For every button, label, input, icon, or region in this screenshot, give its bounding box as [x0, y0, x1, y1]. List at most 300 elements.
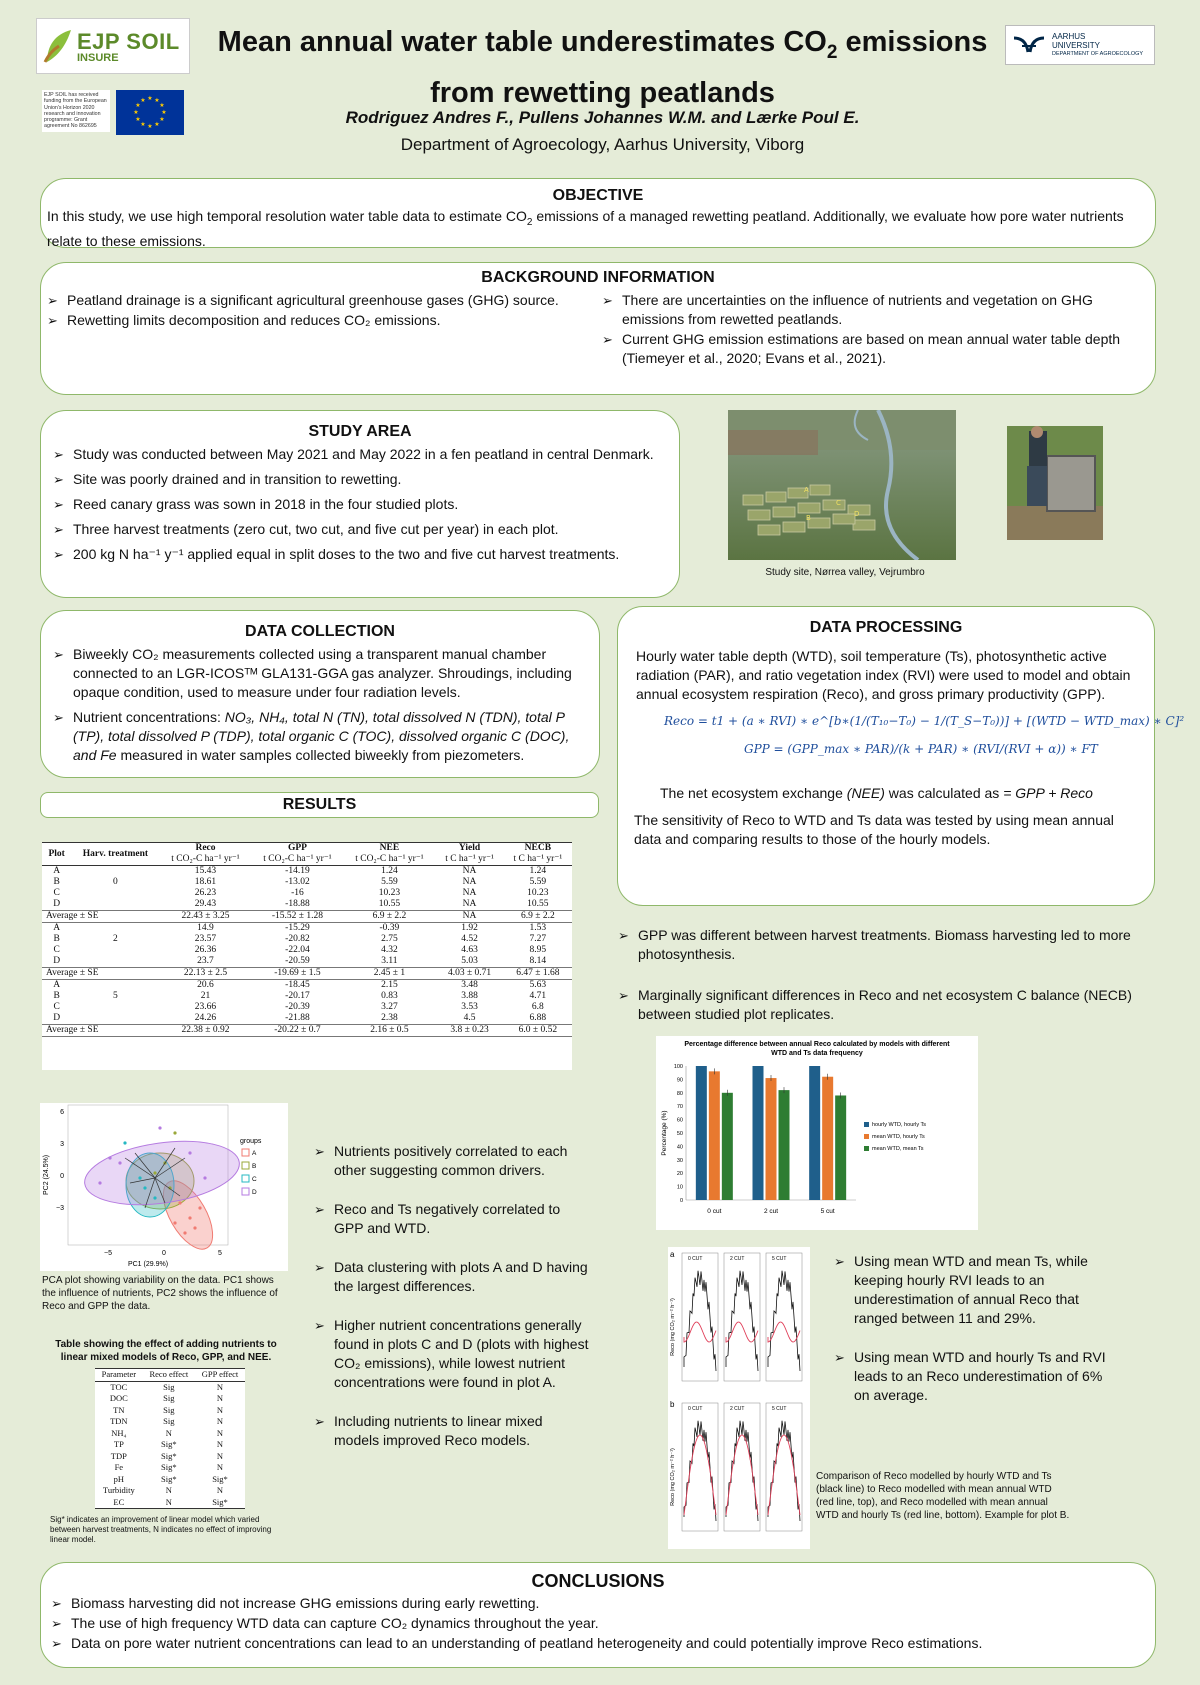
- mixed-model-table: [95, 1368, 245, 1509]
- svg-text:★: ★: [159, 116, 165, 123]
- table-cell: TDP: [110, 1450, 127, 1461]
- photo-label-c: C: [836, 499, 841, 507]
- aerial-site-image: [728, 410, 956, 560]
- results-header: [40, 792, 599, 818]
- table-cell: 2.16 ± 0.5: [343, 1025, 435, 1037]
- chamber-photo-image: [1007, 426, 1103, 540]
- legend-swatch: [242, 1149, 249, 1156]
- pca-point: [188, 1151, 191, 1154]
- svg-text:★: ★: [140, 121, 146, 128]
- table-cell: -15.52 ± 1.28: [251, 911, 343, 923]
- legend-label: D: [252, 1189, 257, 1196]
- list-item: ➢ Data on pore water nutrient concentrations can lead to an understanding of peatland heterogeneity and could potentially improve Reco estimations.: [51, 1634, 1147, 1653]
- pca-point: [173, 1221, 176, 1224]
- panel-frame: [766, 1403, 802, 1531]
- table-row: [95, 1474, 245, 1486]
- list-item: ➢ Site was poorly drained and in transition to rewetting.: [53, 470, 671, 489]
- background-left-list: [47, 291, 602, 369]
- data-processing-box: [617, 606, 1185, 906]
- pca-point: [118, 1161, 121, 1164]
- svg-text:★: ★: [133, 109, 139, 116]
- study-area-heading: STUDY AREA: [308, 423, 412, 440]
- panel-title: 2 CUT: [730, 1256, 745, 1262]
- table-cell: B: [53, 934, 60, 944]
- panel-frame: [724, 1403, 760, 1531]
- table-cell: 2.15: [381, 980, 398, 990]
- study-area-list: [41, 445, 679, 564]
- aarhus-line1: AARHUS: [1052, 32, 1086, 41]
- table-row: [95, 1381, 245, 1393]
- table-cell: Sig: [163, 1393, 175, 1403]
- background-heading: BACKGROUND INFORMATION: [481, 269, 715, 286]
- list-item: ➢ Data clustering with plots A and D having the largest differences.: [314, 1258, 589, 1296]
- table-cell: A: [53, 866, 61, 876]
- table-cell: [71, 956, 159, 968]
- conclusions-heading: CONCLUSIONS: [531, 1571, 665, 1591]
- ejp-logo-main: EJP SOIL: [77, 28, 180, 54]
- y-tick-label: 3: [60, 1141, 64, 1148]
- table-cell: 29.43: [194, 899, 217, 909]
- table-row: [42, 980, 572, 992]
- table-cell: 0.83: [381, 991, 398, 1001]
- table-cell: NA: [462, 899, 477, 909]
- table-cell: -20.82: [285, 934, 310, 944]
- leaf-icon: [43, 28, 73, 64]
- table-cell: 2.38: [381, 1013, 398, 1023]
- dc-item2-b: NO₃, NH₄, total N (TN), total dissolved N (TDN), total P (TP), total dissolved P (TDP), total organic C (TOC), dissolved organic C (DOC), and Fe: [73, 709, 570, 763]
- panel-title: 2 CUT: [730, 1406, 745, 1412]
- table-cell: 6.88: [529, 1013, 547, 1023]
- pca-point: [193, 1226, 196, 1229]
- table-cell: 5: [113, 991, 118, 1001]
- legend-label: B: [252, 1163, 257, 1170]
- table-unit-cell: t C ha⁻¹ yr⁻¹: [445, 854, 494, 864]
- list-item: ➢ Biweekly CO₂ measurements collected using a transparent manual chamber connected to an LGR-ICOSᵀᴹ GLA131-GGA gas analyzer. Shroudings, including opaque condition, used to measure under four radiation levels.: [53, 645, 591, 702]
- table-cell: N: [216, 1439, 224, 1449]
- equation-gpp: [744, 742, 1154, 756]
- dp-nee: [618, 784, 1154, 803]
- nee-d: = GPP + Reco: [1003, 785, 1093, 801]
- y-axis-label: Percentage (%): [661, 1110, 668, 1156]
- table-cell: 18.61: [194, 877, 217, 887]
- x-tick-label: 2 cut: [763, 1208, 779, 1215]
- eq-gpp-text: GPP = (GPP_max ∗ PAR)/(k + PAR) ∗ (RVI/(RVI + α)) ∗ FT: [744, 742, 1098, 756]
- table-cell: 5.59: [381, 877, 398, 887]
- bar: [753, 1066, 764, 1200]
- background-box: [40, 262, 1156, 395]
- table-cell: [71, 1013, 159, 1025]
- pca-svg: [40, 1103, 288, 1271]
- table-cell: 4.71: [529, 991, 547, 1001]
- chart-title-line2: WTD and Ts data frequency: [771, 1050, 863, 1057]
- table-row: [95, 1393, 245, 1405]
- table-header-cell: Harv. treatment: [82, 848, 149, 859]
- pca-point: [153, 1171, 156, 1174]
- bar: [696, 1066, 707, 1200]
- panel-frame: [682, 1253, 718, 1381]
- dp-para2: The sensitivity of Reco to WTD and Ts data was tested by using mean annual data and comparing results to those of the hourly models.: [634, 812, 1114, 847]
- table-cell: N: [216, 1381, 224, 1392]
- table-cell: [71, 899, 159, 911]
- table-cell: 3.8 ± 0.23: [435, 1025, 503, 1037]
- legend-label: A: [252, 1150, 257, 1157]
- table-cell: 26.23: [194, 888, 217, 898]
- table-cell: [71, 945, 159, 956]
- pca-point: [173, 1131, 176, 1134]
- title-line1: Mean annual water table underestimates CO: [217, 26, 827, 58]
- table-row: [95, 1451, 245, 1463]
- table-cell: N: [216, 1427, 224, 1438]
- list-item: ➢ Nutrients positively correlated to each other suggesting common drivers.: [314, 1142, 589, 1180]
- table-average-row: [42, 1025, 572, 1037]
- table-cell: 0: [113, 877, 118, 887]
- time-series-svg: [668, 1247, 810, 1549]
- conclusions-box: [40, 1562, 1156, 1668]
- table-unit-cell: t CO₂-C ha⁻¹ yr⁻¹: [171, 854, 240, 864]
- svg-text:★: ★: [161, 109, 167, 116]
- svg-text:★: ★: [135, 102, 141, 109]
- table-cell: 6.9 ± 2.2: [504, 911, 572, 923]
- table-cell: 22.43 ± 3.25: [160, 911, 252, 923]
- y-tick-label: 70: [676, 1104, 683, 1111]
- svg-text:★: ★: [140, 97, 146, 104]
- table-header-cell: NECB: [524, 843, 552, 853]
- list-item: ➢ GPP was different between harvest treatments. Biomass harvesting led to more photosynthesis.: [618, 926, 1158, 964]
- table-cell: A: [53, 923, 61, 933]
- table-row: [42, 934, 572, 945]
- table-cell: Turbidity: [102, 1485, 135, 1495]
- table-row: [42, 899, 572, 911]
- legend-swatch: [864, 1134, 869, 1139]
- table-cell: 6.8: [531, 1002, 544, 1012]
- y-tick-label: 90: [676, 1077, 683, 1084]
- table-row: [42, 866, 572, 878]
- table-cell: C: [53, 888, 60, 898]
- table-cell: Sig*: [212, 1473, 228, 1484]
- objective-text-b: emissions of a managed rewetting peatland. Additionally, we evaluate how pore water nutrients relate to these emissions.: [47, 208, 1124, 249]
- table-cell: [71, 980, 159, 992]
- table-cell: TDN: [110, 1416, 128, 1426]
- table-cell: N: [216, 1416, 224, 1426]
- equation-reco: [664, 714, 1185, 728]
- mixed-table-title: Table showing the effect of adding nutrients to linear mixed models of Reco, GPP, and NEE.: [55, 1339, 277, 1363]
- table-cell: 6.9 ± 2.2: [343, 911, 435, 923]
- objective-box: [40, 178, 1156, 248]
- table-cell: -19.69 ± 1.5: [251, 968, 343, 980]
- panel-label-b: b: [670, 1400, 675, 1409]
- table-cell: 2.75: [381, 934, 398, 944]
- y-tick-label: 10: [676, 1184, 683, 1191]
- pca-point: [138, 1176, 141, 1179]
- table-cell: Fe: [114, 1462, 124, 1472]
- table-cell: N: [216, 1393, 224, 1403]
- table-cell: 4.03 ± 0.71: [435, 968, 503, 980]
- table-cell: 23.7: [197, 956, 214, 966]
- pca-point: [123, 1141, 126, 1144]
- table-cell: N: [216, 1462, 224, 1472]
- pca-caption: PCA plot showing variability on the data. PC1 shows the influence of nutrients, PC2 shows the influence of Reco and GPP the data.: [42, 1275, 278, 1312]
- list-item: ➢ Higher nutrient concentrations generally found in plots C and D (plots with highest CO₂ emissions), while lowest nutrient concentrations were found in plot A.: [314, 1316, 589, 1392]
- table-cell: Average ± SE: [42, 1025, 160, 1037]
- results-right-list: [618, 926, 1158, 1030]
- y-tick-label: 20: [676, 1171, 683, 1178]
- table-cell: 5.03: [461, 956, 478, 966]
- photo-label-b: B: [806, 514, 811, 522]
- x-axis-label: PC1 (29.9%): [127, 1261, 169, 1268]
- x-tick-label: −5: [104, 1250, 112, 1257]
- table-cell: 4.52: [461, 934, 478, 944]
- table-cell: -22.04: [285, 945, 310, 955]
- table-cell: Sig: [163, 1404, 175, 1415]
- panel-frame: [724, 1253, 760, 1381]
- y-axis-label: Reco (mg CO₂ m⁻² h⁻¹): [670, 1448, 676, 1506]
- table-cell: -15.29: [285, 923, 310, 933]
- bar: [822, 1077, 833, 1200]
- list-item: ➢ Using mean WTD and hourly Ts and RVI leads to an Reco underestimation of 6% on average.: [834, 1348, 1106, 1405]
- aarhus-line2: UNIVERSITY: [1052, 41, 1101, 50]
- table-unit-cell: t CO₂-C ha⁻¹ yr⁻¹: [263, 854, 332, 864]
- table-cell: [71, 866, 159, 878]
- legend-label: hourly WTD, hourly Ts: [872, 1122, 926, 1128]
- y-tick-label: 50: [676, 1131, 683, 1137]
- table-cell: -0.39: [379, 923, 400, 933]
- table-cell: Sig: [163, 1416, 175, 1426]
- list-item: ➢ Three harvest treatments (zero cut, two cut, and five cut per year) in each plot.: [53, 520, 671, 539]
- table-cell: -13.02: [285, 877, 310, 887]
- list-item: ➢ Peatland drainage is a significant agricultural greenhouse gases (GHG) source.: [47, 291, 602, 310]
- list-item: ➢ Study was conducted between May 2021 and May 2022 in a fen peatland in central Denmark.: [53, 445, 671, 464]
- poster-title: [200, 22, 1005, 113]
- table-average-row: [42, 911, 572, 923]
- table-cell: 3.88: [461, 991, 478, 1001]
- table-cell: 5.59: [529, 877, 547, 887]
- table-cell: Average ± SE: [42, 911, 160, 923]
- y-tick-label: −3: [56, 1205, 64, 1212]
- table-cell: 22.38 ± 0.92: [160, 1025, 252, 1037]
- svg-text:★: ★: [147, 123, 153, 130]
- table-cell: 8.95: [529, 945, 547, 955]
- y-tick-label: 40: [676, 1144, 683, 1151]
- aarhus-line3: DEPARTMENT OF AGROECOLOGY: [1052, 51, 1144, 57]
- table-cell: 15.43: [194, 866, 217, 876]
- panel-title: 5 CUT: [772, 1406, 787, 1412]
- table-header-row: [42, 843, 572, 855]
- table-cell: 3.48: [461, 980, 478, 990]
- table-cell: Average ± SE: [42, 968, 160, 980]
- table-cell: 4.5: [463, 1013, 476, 1023]
- table-cell: 20.6: [197, 980, 214, 990]
- results-table-wrap: [42, 842, 572, 1070]
- table-cell: Sig*: [161, 1473, 177, 1484]
- table-row: [42, 1013, 572, 1025]
- table-header-cell: Reco: [195, 843, 216, 853]
- aarhus-seal-icon: [1012, 34, 1046, 56]
- table-cell: 10.55: [378, 899, 401, 909]
- table-cell: A: [53, 980, 61, 990]
- table-cell: [71, 888, 159, 899]
- data-collection-heading: DATA COLLECTION: [245, 623, 395, 640]
- x-tick-label: 0: [162, 1250, 166, 1257]
- legend-label: C: [252, 1176, 257, 1183]
- table-cell: D: [53, 899, 61, 909]
- legend-label: mean WTD, mean Ts: [872, 1146, 924, 1152]
- data-processing-heading: DATA PROCESSING: [809, 619, 963, 636]
- table-row: [42, 945, 572, 956]
- conclusions-list: [41, 1594, 1155, 1653]
- table-cell: 1.24: [381, 866, 398, 876]
- reco-bar-chart: [656, 1036, 978, 1230]
- pca-point: [158, 1126, 161, 1129]
- table-cell: -20.22 ± 0.7: [251, 1025, 343, 1037]
- table-cell: 8.14: [529, 956, 547, 966]
- data-collection-box: [40, 610, 600, 778]
- pca-point: [98, 1181, 101, 1184]
- table-cell: 3.11: [381, 956, 398, 966]
- pca-point: [178, 1201, 181, 1204]
- x-tick-label: 5: [218, 1250, 222, 1257]
- table-header-cell: NEE: [379, 843, 400, 853]
- results-heading: RESULTS: [282, 796, 357, 813]
- table-cell: 23.57: [194, 934, 217, 944]
- table-cell: 5.63: [529, 980, 547, 990]
- list-item: ➢ Including nutrients to linear mixed models improved Reco models.: [314, 1412, 589, 1450]
- photo-label-a: A: [804, 486, 809, 494]
- table-cell: N: [216, 1404, 224, 1415]
- ts-list: [834, 1252, 1106, 1411]
- mixed-table-wrap: [95, 1368, 245, 1509]
- table-cell: -21.88: [285, 1013, 310, 1023]
- y-axis-label: PC2 (24.5%): [43, 1154, 50, 1196]
- pca-point: [183, 1231, 186, 1234]
- svg-text:★: ★: [159, 102, 165, 109]
- table-cell: 10.23: [378, 888, 401, 898]
- list-item: ➢ Using mean WTD and mean Ts, while keeping hourly RVI leads to an underestimation of annual Reco that ranged between 11 and 29%.: [834, 1252, 1106, 1328]
- table-cell: 4.32: [381, 945, 398, 955]
- ejp-soil-logo: [36, 18, 190, 74]
- bar: [766, 1078, 777, 1200]
- table-cell: TP: [113, 1439, 124, 1449]
- table-cell: 21: [200, 991, 211, 1001]
- table-cell: 1.92: [461, 923, 478, 933]
- table-cell: pH: [113, 1473, 125, 1484]
- eq-reco-text: Reco = t1 + (a ∗ RVI) ∗ e^[b∗(1/(T₁₀−T₀) − 1/(T_S−T₀))] + [(WTD − WTD_max) ∗ C]²: [664, 714, 1185, 728]
- table-cell: TN: [113, 1404, 125, 1415]
- table-cell: 23.66: [194, 1002, 217, 1012]
- table-cell: -20.39: [285, 1002, 310, 1012]
- table-row: [42, 888, 572, 899]
- list-item: ➢ Biomass harvesting did not increase GHG emissions during early rewetting.: [51, 1594, 1147, 1613]
- table-unit-cell: t CO₂-C ha⁻¹ yr⁻¹: [355, 854, 424, 864]
- eu-flag: [116, 90, 184, 135]
- table-cell: 4.63: [461, 945, 478, 955]
- aarhus-logo: [1005, 25, 1155, 65]
- table-cell: N: [216, 1450, 224, 1461]
- table-cell: -16: [291, 888, 304, 898]
- y-tick-label: 100: [673, 1064, 683, 1070]
- table-cell: NA: [462, 888, 477, 898]
- table-header-row: [95, 1369, 245, 1382]
- bar: [709, 1071, 720, 1200]
- table-row: [95, 1485, 245, 1497]
- table-header-cell: Reco effect: [149, 1369, 189, 1379]
- panel-label-a: a: [670, 1250, 675, 1259]
- nee-c: was calculated as: [884, 785, 1004, 801]
- table-cell: D: [53, 956, 61, 966]
- pca-point: [198, 1206, 201, 1209]
- affiliation: Department of Agroecology, Aarhus University, Viborg: [400, 135, 805, 154]
- table-header-cell: Yield: [458, 843, 481, 853]
- list-item: ➢ Current GHG emission estimations are based on mean annual water table depth (Tiemeyer et al., 2020; Evans et al., 2021).: [602, 330, 1147, 368]
- list-item: ➢ Reco and Ts negatively correlated to GPP and WTD.: [314, 1200, 589, 1238]
- table-row: [42, 877, 572, 888]
- list-item: ➢ Reed canary grass was sown in 2018 in the four studied plots.: [53, 495, 671, 514]
- table-row: [42, 923, 572, 935]
- pca-point: [203, 1176, 206, 1179]
- table-cell: 1.24: [529, 866, 547, 876]
- table-cell: [71, 1002, 159, 1013]
- table-cell: N: [216, 1485, 224, 1495]
- table-cell: -18.45: [285, 980, 310, 990]
- pca-list: [314, 1142, 589, 1456]
- table-cell: N: [165, 1485, 172, 1495]
- y-tick-label: 30: [676, 1157, 683, 1164]
- table-header-cell: GPP: [287, 843, 307, 853]
- table-cell: 6.0 ± 0.52: [504, 1025, 572, 1037]
- title-line1-tail: emissions: [837, 26, 988, 58]
- background-right-list: [602, 291, 1147, 369]
- table-cell: -14.19: [285, 866, 310, 876]
- table-cell: 3.27: [381, 1002, 398, 1012]
- photo-label-d: D: [854, 510, 860, 518]
- list-item: ➢ 200 kg N ha⁻¹ y⁻¹ applied equal in split doses to the two and five cut harvest treatments.: [53, 545, 671, 564]
- table-cell: -20.59: [285, 956, 310, 966]
- x-tick-label: 0 cut: [707, 1208, 722, 1215]
- panel-title: 0 CUT: [688, 1256, 703, 1262]
- table-cell: NA: [462, 877, 477, 887]
- funding-statement: EJP SOIL has received funding from the European Union's Horizon 2020 research and innovation programme: Grant agreement No 862695: [42, 90, 110, 132]
- pca-point: [108, 1156, 111, 1159]
- list-item: ➢ Rewetting limits decomposition and reduces CO₂ emissions.: [47, 311, 602, 330]
- svg-text:★: ★: [154, 121, 160, 128]
- svg-text:★: ★: [135, 116, 141, 123]
- dc-item2-c: measured in water samples collected biweekly from piezometers.: [116, 747, 525, 763]
- ejp-logo-sub: INSURE: [77, 51, 119, 64]
- table-cell: 7.27: [529, 934, 547, 944]
- study-area-box: [40, 410, 680, 598]
- dc-item2-a: Nutrient concentrations:: [73, 709, 225, 725]
- list-item: ➢ Marginally significant differences in Reco and net ecosystem C balance (NECB) between studied plot replicates.: [618, 986, 1158, 1024]
- table-cell: -20.17: [285, 991, 310, 1001]
- legend-swatch: [864, 1122, 869, 1127]
- table-header-cell: Plot: [48, 848, 65, 859]
- table-cell: Sig*: [161, 1450, 177, 1461]
- table-cell: 1.53: [529, 923, 547, 933]
- ts-caption: Comparison of Reco modelled by hourly WTD and Ts (black line) to Reco modelled with mean annual WTD (red line, top), and Reco modelled with mean annual WTD and hourly Ts (red line, bottom). Example for plot B.: [816, 1471, 1070, 1521]
- time-series-panels: [668, 1247, 810, 1549]
- field-photo: [1007, 426, 1103, 540]
- objective-text: [41, 205, 1155, 251]
- bar: [722, 1093, 733, 1200]
- svg-text:★: ★: [147, 95, 153, 102]
- table-cell: [71, 923, 159, 935]
- bar: [809, 1066, 820, 1200]
- objective-text-a: In this study, we use high temporal resolution water table data to estimate CO: [47, 208, 527, 224]
- results-table: [42, 842, 572, 1037]
- x-tick-label: 5 cut: [820, 1208, 835, 1215]
- legend-swatch: [242, 1175, 249, 1182]
- svg-text:★: ★: [154, 97, 160, 104]
- legend-title: groups: [240, 1138, 262, 1145]
